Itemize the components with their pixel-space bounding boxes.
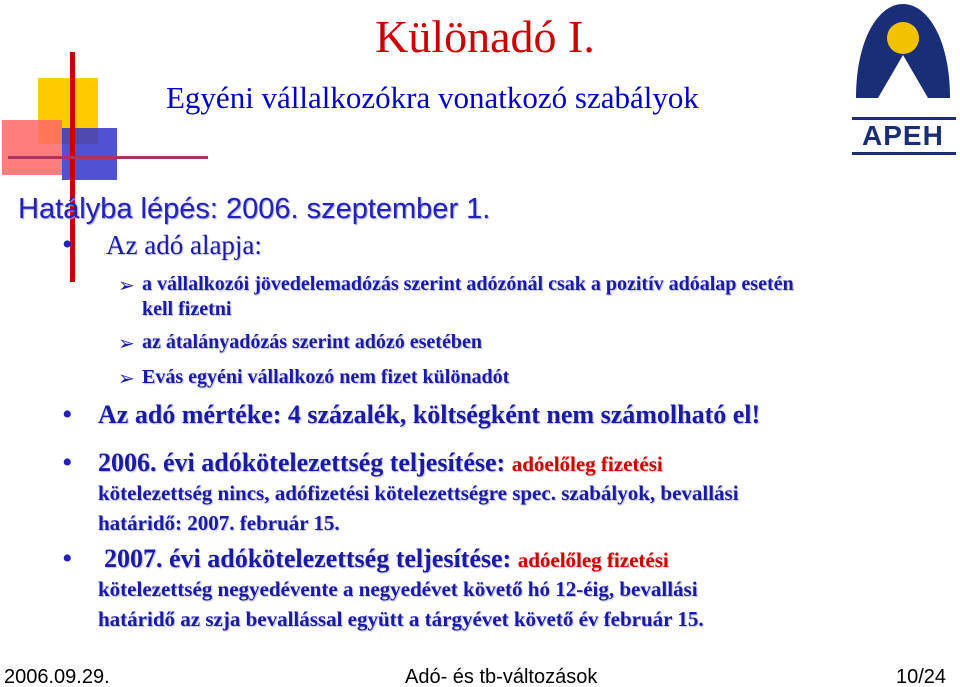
footer-center: Adó- és tb-változások xyxy=(405,666,598,687)
footer-page: 10/24 xyxy=(896,666,947,687)
y2006-line2: kötelezettség nincs, adófizetési kötelezettségre spec. szabályok, bevallási xyxy=(98,481,739,505)
sub-item-1-cont: kell fizetni xyxy=(142,298,232,320)
rate-line: Az adó mértéke: 4 százalék, költségként nem számolható el! xyxy=(98,400,761,429)
decor-red-square xyxy=(2,120,62,175)
arrow-bullet-icon: ➢ xyxy=(118,273,135,297)
logo-text: APEH xyxy=(862,120,944,151)
base-heading: Az adó alapja: xyxy=(106,230,262,260)
y2006-line3: határidő: 2007. február 15. xyxy=(98,511,340,535)
y2006-red: adóelőleg fizetési xyxy=(511,452,663,476)
sub-item-1: a vállalkozói jövedelemadózás szerint adózónál csak a pozitív adóalap esetén xyxy=(142,273,794,295)
y2007-lead: 2007. évi adókötelezettség teljesítése: xyxy=(104,544,512,573)
slide-subtitle: Egyéni vállalkozókra vonatkozó szabályok xyxy=(166,80,699,115)
y2007-line1 xyxy=(104,544,669,574)
decor-horizontal-line xyxy=(8,156,208,159)
bullet-icon: • xyxy=(62,542,73,575)
arrow-bullet-icon: ➢ xyxy=(118,331,135,355)
y2007-line3: határidő az szja bevallással együtt a tárgyévet követő év február 15. xyxy=(98,607,704,631)
y2006-line1 xyxy=(98,448,663,478)
y2007-line2: kötelezettség negyedévente a negyedévet követő hó 12-éig, bevallási xyxy=(98,577,698,601)
y2007-red: adóelőleg fizetési xyxy=(517,548,669,572)
slide-title: Különadó I. xyxy=(375,11,595,62)
arrow-bullet-icon: ➢ xyxy=(118,366,135,390)
footer-date: 2006.09.29. xyxy=(4,666,110,687)
sub-item-2: az átalányadózás szerint adózó esetében xyxy=(142,331,482,353)
bullet-icon: • xyxy=(62,446,73,479)
bullet-icon: • xyxy=(62,228,73,261)
y2006-lead: 2006. évi adókötelezettség teljesítése: xyxy=(98,448,506,477)
effective-date: Hatályba lépés: 2006. szeptember 1. xyxy=(18,193,491,225)
logo-rule-bottom xyxy=(852,152,956,155)
bullet-icon: • xyxy=(62,398,73,431)
sub-item-3: Evás egyéni vállalkozó nem fizet különadót xyxy=(142,366,510,388)
